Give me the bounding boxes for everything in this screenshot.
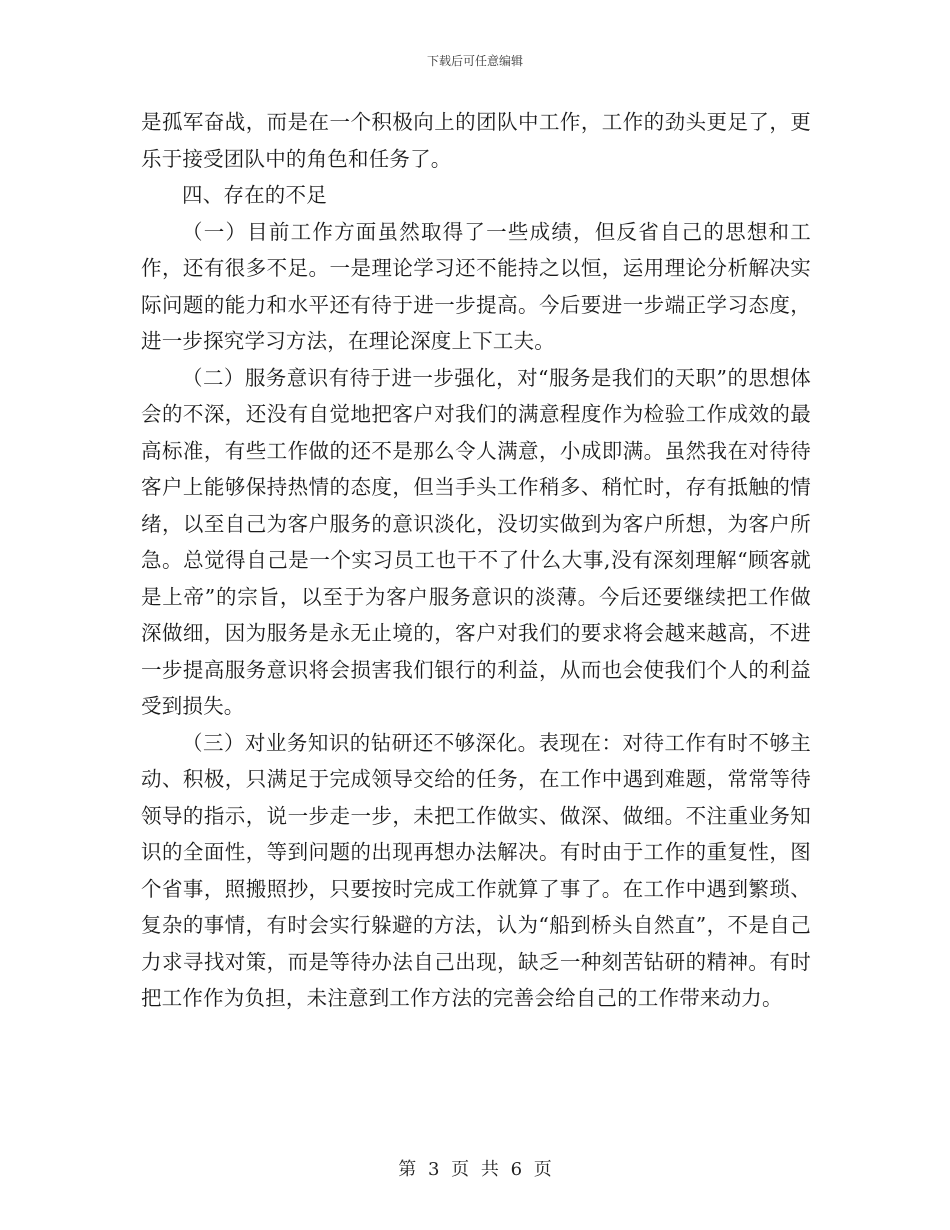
page-header: 下载后可任意编辑 <box>426 54 523 68</box>
section-heading: 四、存在的不足 <box>182 183 327 207</box>
page-footer: 第 3 页 共 6 页 <box>398 1159 552 1180</box>
paragraph-2: （二）服务意识有待于进一步强化，对“服务是我们的天职”的思想体会的不深，还没有自觉地把客户对我们的满意程度作为检验工作成效的最高标准，有些工作做的还不是那么令人满意，小成即满。虽然我在对待待客户上能够保持热情的态度，但当手头工作稍多、稍忙时，存有抵触的情绪，以至自己为客户服务的意识淡化，没切实做到为客户所想，为客户所急。总觉得自己是一个实习员工也干不了什么大事,没有深刻理解“顾客就是上帝”的宗旨，以至于为客户服务意识的淡薄。今后还要继续把工作做深做细，因为服务是永无止境的，客户对我们的要求将会越来越高，不进一步提高服务意识将会损害我们银行的利益，从而也会使我们个人的利益受到损失。 <box>141 365 811 718</box>
document-body <box>141 104 811 1017</box>
paragraph-3: （三）对业务知识的钻研还不够深化。表现在：对待工作有时不够主动、积极，只满足于完成领导交给的任务，在工作中遇到难题，常常等待领导的指示，说一步走一步，未把工作做实、做深、做细。不注重业务知识的全面性，等到问题的出现再想办法解决。有时由于工作的重复性，图个省事，照搬照抄，只要按时完成工作就算了事了。在工作中遇到繁琐、复杂的事情，有时会实行躲避的方法，认为“船到桥头自然直”，不是自己力求寻找对策，而是等待办法自己出现，缺乏一种刻苦钻研的精神。有时把工作作为负担，未注意到工作方法的完善会给自己的工作带来动力。 <box>141 730 811 1010</box>
paragraph-continuation: 是孤军奋战，而是在一个积极向上的团队中工作，工作的劲头更足了，更乐于接受团队中的角色和任务了。 <box>141 110 811 171</box>
paragraph-1: （一）目前工作方面虽然取得了一些成绩，但反省自己的思想和工作，还有很多不足。一是理论学习还不能持之以恒，运用理论分析解决实际问题的能力和水平还有待于进一步提高。今后要进一步端正学习态度，进一步探究学习方法，在理论深度上下工夫。 <box>141 219 811 353</box>
